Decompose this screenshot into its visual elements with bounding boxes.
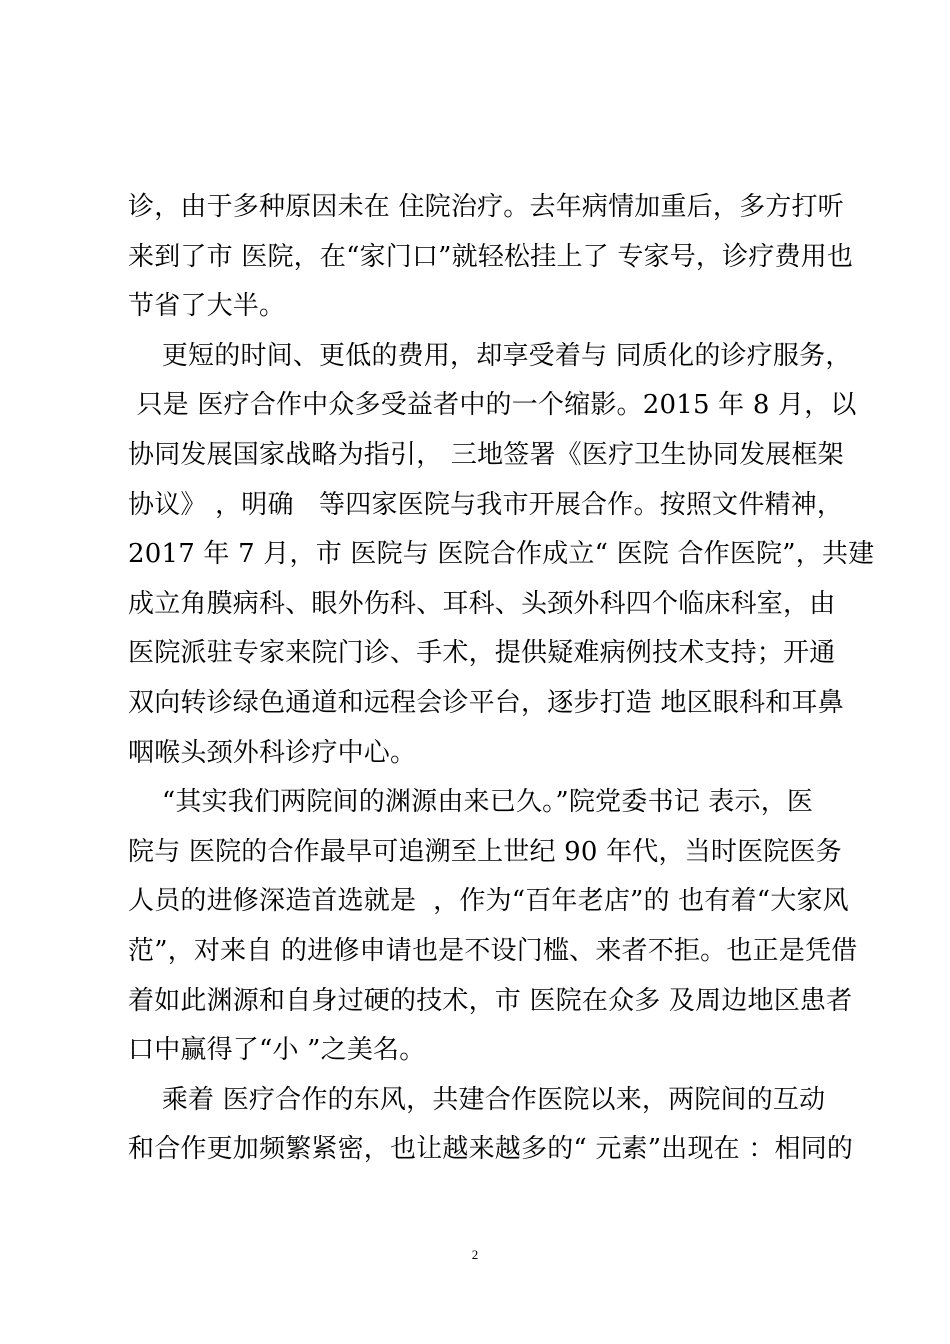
text-line: 更短的时间、更低的费用，却享受着与 同质化的诊疗服务，	[128, 340, 852, 371]
text-line: 范”，对来自 的进修申请也是不设门槛、来者不拒。也正是凭借	[128, 935, 858, 966]
text-line: 2017 年 7 月，市 医院与 医院合作成立“ 医院 合作医院”，共建	[128, 539, 875, 570]
text-line: 医院派驻专家来院门诊、手术，提供疑难病例技术支持；开通	[128, 638, 836, 669]
text-line: “其实我们两院间的渊源由来已久。”院党委书记 表示，医	[128, 787, 814, 818]
text-line: 咽喉头颈外科诊疗中心。	[128, 737, 417, 768]
body-text	[128, 183, 875, 1175]
text-line: 节省了大半。	[128, 291, 286, 322]
text-line: 人员的进修深造首选就是 ，作为“百年老店”的 也有着“大家风	[128, 886, 849, 917]
text-line: 成立角膜病科、眼外伤科、耳科、头颈外科四个临床科室，由	[128, 588, 836, 619]
text-line: 来到了市 医院，在“家门口”就轻松挂上了 专家号，诊疗费用也	[128, 241, 854, 272]
text-line: 乘着 医疗合作的东风，共建合作医院以来，两院间的互动	[128, 1084, 826, 1115]
text-line: 协议》 ，明确 等四家医院与我市开展合作。按照文件精神，	[128, 489, 844, 520]
page-number: 2	[471, 1247, 479, 1262]
text-line: 院与 医院的合作最早可追溯至上世纪 90 年代，当时医院医务	[128, 836, 842, 867]
text-line: 双向转诊绿色通道和远程会诊平台，逐步打造 地区眼科和耳鼻	[128, 687, 844, 718]
text-line: 口中赢得了“小 ”之美名。	[128, 1035, 426, 1066]
text-line: 和合作更加频繁紧密，也让越来越多的“ 元素”出现在 ：相同的	[128, 1134, 854, 1165]
text-line: 只是 医疗合作中众多受益者中的一个缩影。2015 年 8 月，以	[128, 390, 857, 421]
text-line: 协同发展国家战略为指引， 三地签署《医疗卫生协同发展框架	[128, 439, 844, 470]
text-line: 诊，由于多种原因未在 住院治疗。去年病情加重后，多方打听	[128, 192, 844, 222]
text-line: 着如此渊源和自身过硬的技术，市 医院在众多 及周边地区患者	[128, 985, 853, 1016]
